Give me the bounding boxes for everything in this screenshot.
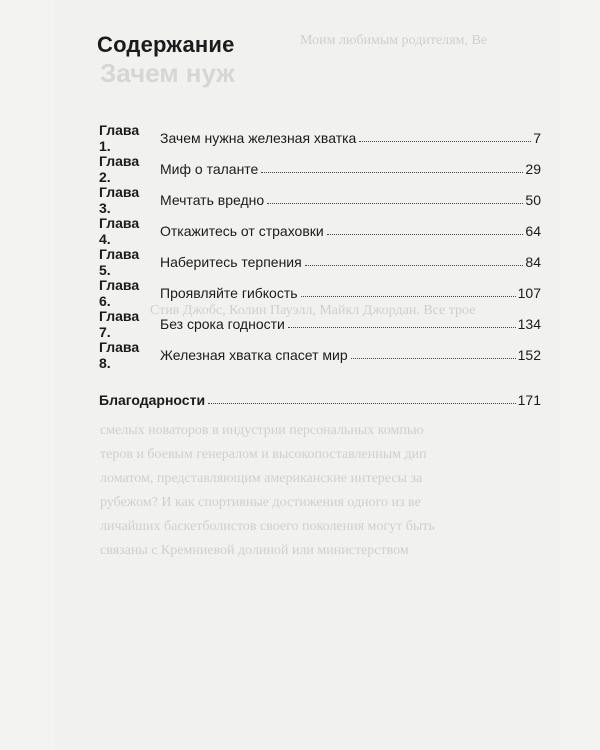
chapter-label: Глава 7. <box>99 307 140 340</box>
dot-leader <box>288 327 516 328</box>
bleed-through-text: личайших баскетболистов своего поколения могут быть <box>100 519 435 534</box>
bleed-through-text: Моим любимым родителям, Ве <box>300 33 488 48</box>
chapter-label: Глава 1. <box>99 121 140 154</box>
page-number: 29 <box>525 160 541 177</box>
chapter-title: Проявляйте гибкость <box>160 284 298 301</box>
page-number: 171 <box>517 391 541 408</box>
chapter-title: Зачем нужна железная хватка <box>160 129 357 146</box>
bleed-through-text: Стив Джобс, Колин Пауэлл, Майкл Джордан. Все трое <box>150 303 476 318</box>
table-of-contents <box>99 122 541 415</box>
bleed-through-text: ломатом, представляющим американские интересы за <box>100 471 423 486</box>
dot-leader <box>208 403 516 404</box>
page-number: 134 <box>517 315 541 332</box>
toc-entry-chapter-2[interactable] <box>99 153 541 184</box>
chapter-title: Железная хватка спасет мир <box>160 346 348 363</box>
chapter-title: Без срока годности <box>160 315 285 332</box>
toc-entry-chapter-7[interactable] <box>99 308 541 339</box>
page-number: 50 <box>525 191 541 208</box>
bleed-through-text: смелых новаторов в индустрии персональных компью <box>100 423 424 438</box>
dot-leader <box>301 296 516 297</box>
dot-leader <box>267 203 523 204</box>
toc-title: Содержание <box>97 32 235 57</box>
toc-entry-chapter-4[interactable] <box>99 215 541 246</box>
toc-entry-chapter-1[interactable] <box>99 122 541 153</box>
chapter-label: Глава 8. <box>99 338 140 371</box>
chapter-label: Глава 3. <box>99 183 140 216</box>
dot-leader <box>261 172 523 173</box>
toc-entry-chapter-8[interactable] <box>99 339 541 370</box>
page-number: 64 <box>525 222 541 239</box>
chapter-label: Глава 2. <box>99 152 140 185</box>
acknowledgements-title: Благодарности <box>99 391 206 408</box>
toc-entry-chapter-6[interactable] <box>99 277 541 308</box>
dot-leader <box>351 358 516 359</box>
chapter-title: Миф о таланте <box>160 160 259 177</box>
toc-entry-acknowledgements[interactable] <box>99 384 541 415</box>
chapter-title: Откажитесь от страховки <box>160 222 324 239</box>
toc-entry-chapter-5[interactable] <box>99 246 541 277</box>
dot-leader <box>359 141 531 142</box>
bleed-through-text: связаны с Кремниевой долиной или министерством <box>100 543 409 558</box>
chapter-title: Мечтать вредно <box>160 191 265 208</box>
bleed-through-text: рубежом? И как спортивные достижения одного из ве <box>100 495 421 510</box>
dot-leader <box>327 234 524 235</box>
page-number: 152 <box>517 346 541 363</box>
bleed-through-heading: Зачем нуж <box>100 58 235 88</box>
chapter-label: Глава 6. <box>99 276 140 309</box>
toc-entry-chapter-3[interactable] <box>99 184 541 215</box>
page-number: 84 <box>525 253 541 270</box>
page-number: 107 <box>517 284 541 301</box>
chapter-label: Глава 5. <box>99 245 140 278</box>
dot-leader <box>305 265 524 266</box>
bleed-through-text: теров и боевым генералом и высокопоставленным дип <box>100 447 427 462</box>
page-number: 7 <box>533 129 541 146</box>
chapter-title: Наберитесь терпения <box>160 253 302 270</box>
chapter-label: Глава 4. <box>99 214 140 247</box>
